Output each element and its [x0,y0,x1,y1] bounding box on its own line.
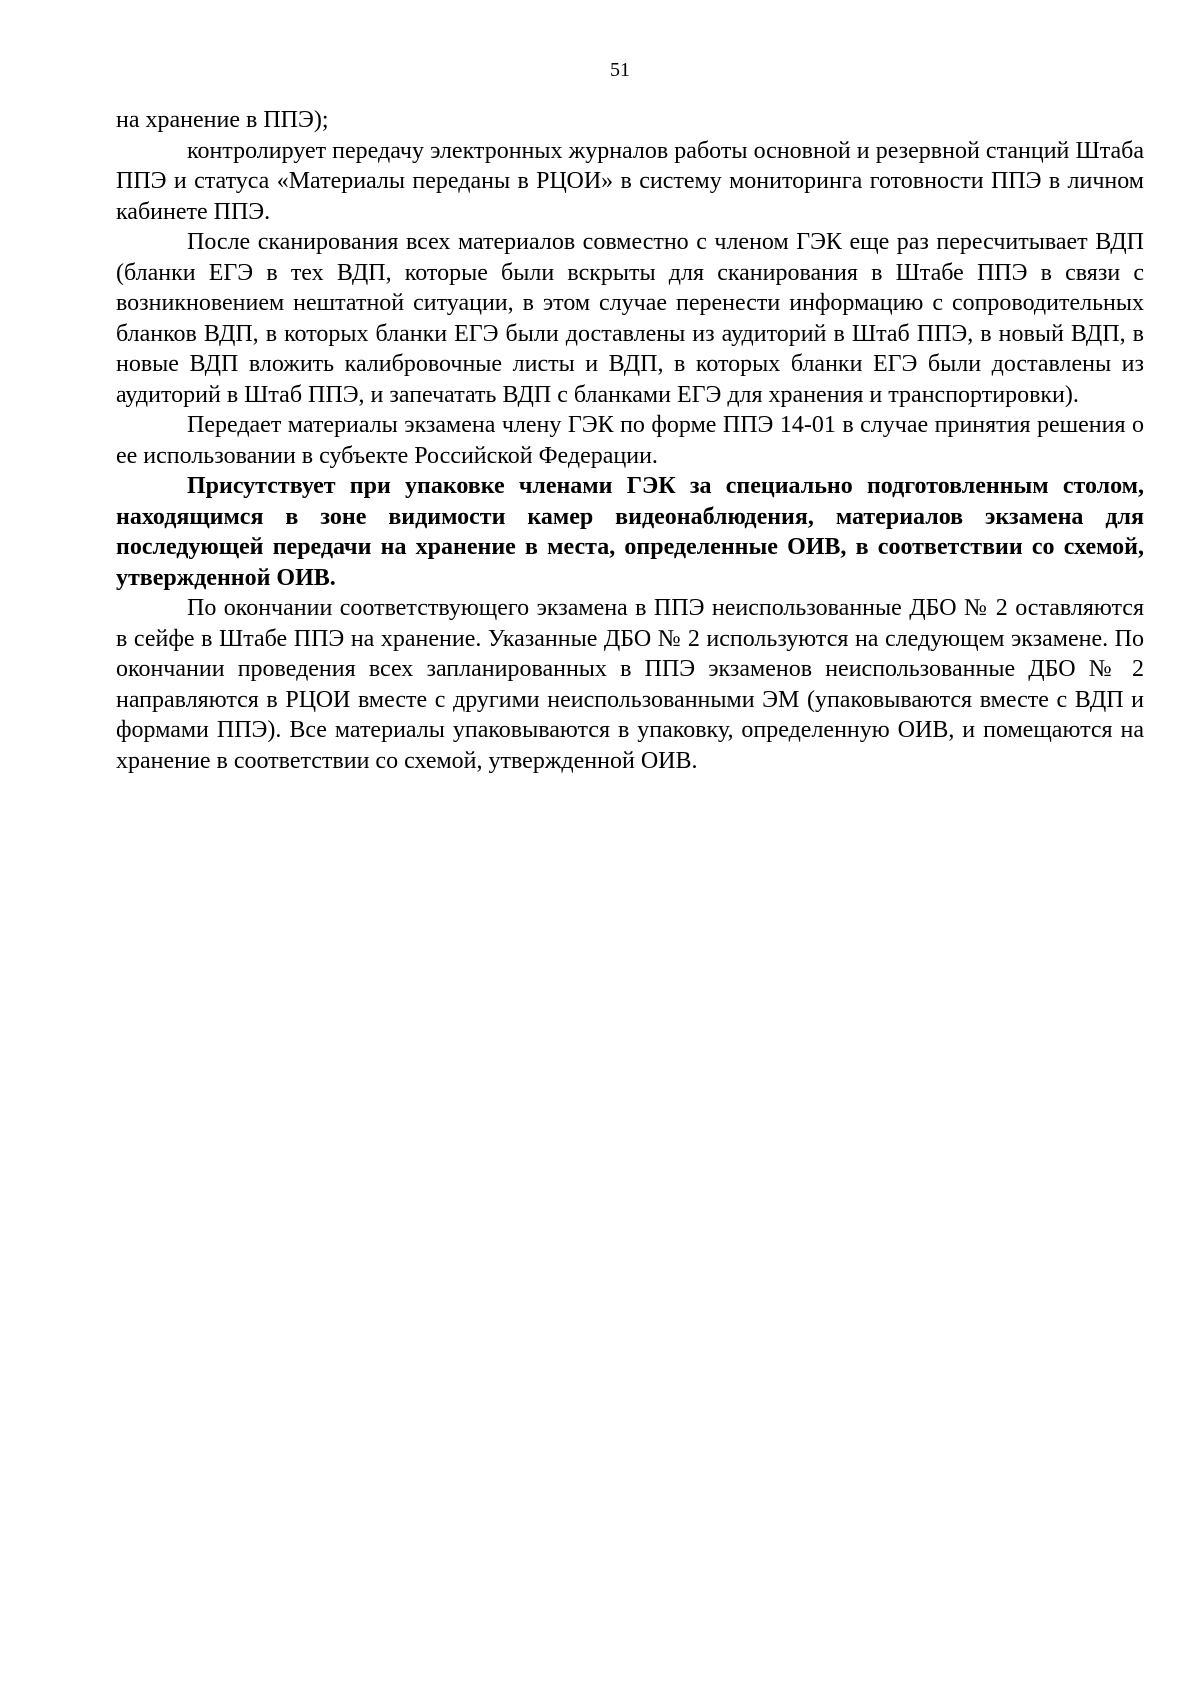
paragraph-storage-continuation: на хранение в ППЭ); [116,107,329,133]
paragraph-packaging-presence: Присутствует при упаковке членами ГЭК за специально подготовленным столом, находящимся в зоне видимости камер видеонаблюдения, материалов экзамена для последующей передачи на хранение в места, определенные ОИВ, в соответствии со схемой, утвержденной ОИВ. [116,473,1144,591]
paragraph-recount-after-scanning: После сканирования всех материалов совместно с членом ГЭК еще раз пересчитывает ВДП (бланки ЕГЭ в тех ВДП, которые были вскрыты для сканирования в Штабе ППЭ в связи с возникновением нештатной ситуации, в этом случае перенести информацию с сопроводительных бланков ВДП, в которых бланки ЕГЭ были доставлены из аудиторий в Штаб ППЭ, в новый ВДП, в новые ВДП вложить калибровочные листы и ВДП, в которых бланки ЕГЭ были доставлены из аудиторий в Штаб ППЭ, и запечатать ВДП с бланками ЕГЭ для хранения и транспортировки). [116,229,1144,408]
paragraph-transfer-materials: Передает материалы экзамена члену ГЭК по форме ППЭ 14-01 в случае принятия решения о ее использовании в субъекте Российской Федерации. [116,412,1144,469]
document-body [116,105,1144,776]
page-number: 51 [610,59,630,81]
paragraph-unused-dbo-storage: По окончании соответствующего экзамена в ППЭ неиспользованные ДБО № 2 оставляются в сейфе в Штабе ППЭ на хранение. Указанные ДБО № 2 используются на следующем экзамене. По окончании проведения всех запланированных в ППЭ экзаменов неиспользованные ДБО № 2 направляются в РЦОИ вместе с другими неиспользованными ЭМ (упаковываются вместе с ВДП и формами ППЭ). Все материалы упаковываются в упаковку, определенную ОИВ, и помещаются на хранение в соответствии со схемой, утвержденной ОИВ. [116,595,1144,774]
paragraph-monitoring-control: контролирует передачу электронных журналов работы основной и резервной станций Штаба ППЭ и статуса «Материалы переданы в РЦОИ» в систему мониторинга готовности ППЭ в личном кабинете ППЭ. [116,137,1144,225]
